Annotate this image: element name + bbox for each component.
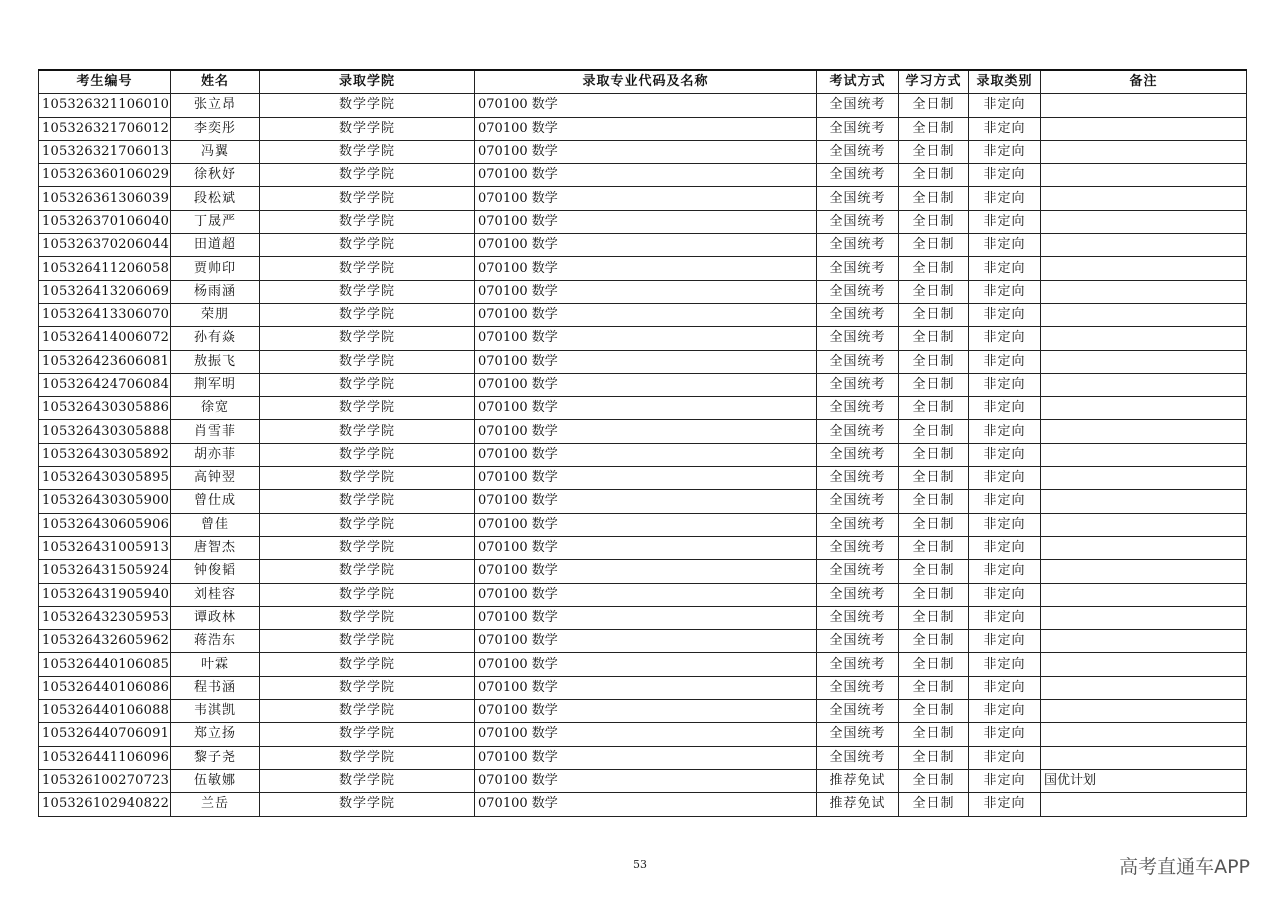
header-remarks: 备注 [1041,70,1247,94]
remarks-cell [1041,420,1247,443]
name-cell: 张立昂 [171,94,260,117]
table-row [39,327,1247,350]
candidate-id-cell: 105326100270723 [39,769,171,792]
header-exam-method: 考试方式 [817,70,899,94]
exam-method-cell: 推荐免试 [817,769,899,792]
table-row [39,187,1247,210]
watermark-logo-text: 高考直通车APP [1119,856,1250,878]
page-number: 53 [633,858,647,871]
major-cell: 070100 数学 [475,793,817,816]
major-cell: 070100 数学 [475,164,817,187]
admission-category-cell: 非定向 [969,676,1041,699]
major-cell: 070100 数学 [475,187,817,210]
study-mode-cell: 全日制 [899,350,969,373]
candidate-id-cell: 105326424706084 [39,373,171,396]
admission-category-cell: 非定向 [969,397,1041,420]
remarks-cell [1041,187,1247,210]
table-row [39,210,1247,233]
table-row [39,467,1247,490]
study-mode-cell: 全日制 [899,327,969,350]
college-cell: 数学学院 [260,606,475,629]
study-mode-cell: 全日制 [899,443,969,466]
name-cell: 兰岳 [171,793,260,816]
admission-category-cell: 非定向 [969,630,1041,653]
study-mode-cell: 全日制 [899,373,969,396]
admission-category-cell: 非定向 [969,327,1041,350]
remarks-cell [1041,210,1247,233]
admission-category-cell: 非定向 [969,560,1041,583]
exam-method-cell: 全国统考 [817,327,899,350]
remarks-cell [1041,373,1247,396]
header-admission-category: 录取类别 [969,70,1041,94]
name-cell: 伍敏娜 [171,769,260,792]
table-row [39,94,1247,117]
name-cell: 刘桂容 [171,583,260,606]
remarks-cell [1041,560,1247,583]
name-cell: 杨雨涵 [171,280,260,303]
major-cell: 070100 数学 [475,280,817,303]
remarks-cell [1041,164,1247,187]
name-cell: 唐智杰 [171,536,260,559]
exam-method-cell: 全国统考 [817,536,899,559]
exam-method-cell: 全国统考 [817,257,899,280]
candidate-id-cell: 105326440706091 [39,723,171,746]
major-cell: 070100 数学 [475,210,817,233]
admission-category-cell: 非定向 [969,234,1041,257]
remarks-cell: 国优计划 [1041,769,1247,792]
name-cell: 胡亦菲 [171,443,260,466]
college-cell: 数学学院 [260,164,475,187]
major-cell: 070100 数学 [475,676,817,699]
major-cell: 070100 数学 [475,723,817,746]
header-candidate-id: 考生编号 [39,70,171,94]
admission-category-cell: 非定向 [969,769,1041,792]
major-cell: 070100 数学 [475,560,817,583]
admission-category-cell: 非定向 [969,653,1041,676]
candidate-id-cell: 105326430305888 [39,420,171,443]
study-mode-cell: 全日制 [899,793,969,816]
study-mode-cell: 全日制 [899,676,969,699]
major-cell: 070100 数学 [475,769,817,792]
admission-category-cell: 非定向 [969,140,1041,163]
table-row [39,723,1247,746]
name-cell: 段松斌 [171,187,260,210]
exam-method-cell: 全国统考 [817,490,899,513]
study-mode-cell: 全日制 [899,420,969,443]
candidate-id-cell: 105326440106088 [39,700,171,723]
remarks-cell [1041,140,1247,163]
college-cell: 数学学院 [260,350,475,373]
candidate-id-cell: 105326430305892 [39,443,171,466]
remarks-cell [1041,490,1247,513]
remarks-cell [1041,513,1247,536]
admission-category-cell: 非定向 [969,280,1041,303]
remarks-cell [1041,327,1247,350]
remarks-cell [1041,793,1247,816]
admission-category-cell: 非定向 [969,746,1041,769]
admission-category-cell: 非定向 [969,164,1041,187]
admission-category-cell: 非定向 [969,350,1041,373]
remarks-cell [1041,746,1247,769]
name-cell: 荣朋 [171,303,260,326]
major-cell: 070100 数学 [475,606,817,629]
college-cell: 数学学院 [260,583,475,606]
table-body [39,94,1247,816]
candidate-id-cell: 105326370106040 [39,210,171,233]
header-major: 录取专业代码及名称 [475,70,817,94]
remarks-cell [1041,350,1247,373]
study-mode-cell: 全日制 [899,140,969,163]
table-row [39,280,1247,303]
table-row [39,373,1247,396]
college-cell: 数学学院 [260,280,475,303]
candidate-id-cell: 105326431905940 [39,583,171,606]
study-mode-cell: 全日制 [899,700,969,723]
table-row [39,560,1247,583]
study-mode-cell: 全日制 [899,303,969,326]
table-header-row [39,70,1247,94]
admission-category-cell: 非定向 [969,536,1041,559]
name-cell: 程书涵 [171,676,260,699]
study-mode-cell: 全日制 [899,280,969,303]
name-cell: 谭政林 [171,606,260,629]
exam-method-cell: 全国统考 [817,560,899,583]
college-cell: 数学学院 [260,536,475,559]
table-row [39,234,1247,257]
name-cell: 肖雪菲 [171,420,260,443]
college-cell: 数学学院 [260,560,475,583]
table-row [39,606,1247,629]
exam-method-cell: 全国统考 [817,117,899,140]
admission-table [38,69,1247,817]
table-row [39,536,1247,559]
exam-method-cell: 全国统考 [817,140,899,163]
exam-method-cell: 全国统考 [817,187,899,210]
remarks-cell [1041,280,1247,303]
major-cell: 070100 数学 [475,467,817,490]
header-study-mode: 学习方式 [899,70,969,94]
remarks-cell [1041,397,1247,420]
exam-method-cell: 全国统考 [817,373,899,396]
college-cell: 数学学院 [260,420,475,443]
major-cell: 070100 数学 [475,700,817,723]
study-mode-cell: 全日制 [899,257,969,280]
table-row [39,513,1247,536]
candidate-id-cell: 105326430605906 [39,513,171,536]
college-cell: 数学学院 [260,513,475,536]
college-cell: 数学学院 [260,303,475,326]
college-cell: 数学学院 [260,700,475,723]
candidate-id-cell: 105326432305953 [39,606,171,629]
name-cell: 田道超 [171,234,260,257]
exam-method-cell: 全国统考 [817,606,899,629]
study-mode-cell: 全日制 [899,630,969,653]
table-row [39,164,1247,187]
college-cell: 数学学院 [260,467,475,490]
major-cell: 070100 数学 [475,490,817,513]
college-cell: 数学学院 [260,327,475,350]
admission-category-cell: 非定向 [969,793,1041,816]
candidate-id-cell: 105326430305900 [39,490,171,513]
table-row [39,257,1247,280]
exam-method-cell: 全国统考 [817,467,899,490]
remarks-cell [1041,700,1247,723]
admission-category-cell: 非定向 [969,117,1041,140]
college-cell: 数学学院 [260,793,475,816]
table-row [39,350,1247,373]
remarks-cell [1041,117,1247,140]
study-mode-cell: 全日制 [899,164,969,187]
candidate-id-cell: 105326370206044 [39,234,171,257]
name-cell: 冯翼 [171,140,260,163]
college-cell: 数学学院 [260,769,475,792]
college-cell: 数学学院 [260,187,475,210]
college-cell: 数学学院 [260,257,475,280]
table-row [39,303,1247,326]
exam-method-cell: 全国统考 [817,723,899,746]
major-cell: 070100 数学 [475,630,817,653]
college-cell: 数学学院 [260,234,475,257]
major-cell: 070100 数学 [475,443,817,466]
college-cell: 数学学院 [260,630,475,653]
table-row [39,117,1247,140]
major-cell: 070100 数学 [475,746,817,769]
major-cell: 070100 数学 [475,140,817,163]
major-cell: 070100 数学 [475,327,817,350]
study-mode-cell: 全日制 [899,769,969,792]
name-cell: 敖振飞 [171,350,260,373]
remarks-cell [1041,606,1247,629]
name-cell: 钟俊韬 [171,560,260,583]
candidate-id-cell: 105326361306039 [39,187,171,210]
college-cell: 数学学院 [260,140,475,163]
candidate-id-cell: 105326432605962 [39,630,171,653]
name-cell: 叶霖 [171,653,260,676]
candidate-id-cell: 105326413206069 [39,280,171,303]
remarks-cell [1041,303,1247,326]
exam-method-cell: 全国统考 [817,513,899,536]
admission-category-cell: 非定向 [969,490,1041,513]
admission-category-cell: 非定向 [969,210,1041,233]
candidate-id-cell: 105326440106085 [39,653,171,676]
exam-method-cell: 全国统考 [817,583,899,606]
college-cell: 数学学院 [260,490,475,513]
admission-category-cell: 非定向 [969,187,1041,210]
table-row [39,140,1247,163]
college-cell: 数学学院 [260,117,475,140]
study-mode-cell: 全日制 [899,187,969,210]
name-cell: 郑立扬 [171,723,260,746]
major-cell: 070100 数学 [475,350,817,373]
study-mode-cell: 全日制 [899,746,969,769]
major-cell: 070100 数学 [475,420,817,443]
admission-category-cell: 非定向 [969,606,1041,629]
exam-method-cell: 全国统考 [817,746,899,769]
exam-method-cell: 推荐免试 [817,793,899,816]
candidate-id-cell: 105326360106029 [39,164,171,187]
header-college: 录取学院 [260,70,475,94]
remarks-cell [1041,723,1247,746]
exam-method-cell: 全国统考 [817,164,899,187]
study-mode-cell: 全日制 [899,94,969,117]
remarks-cell [1041,257,1247,280]
table-row [39,676,1247,699]
exam-method-cell: 全国统考 [817,676,899,699]
college-cell: 数学学院 [260,210,475,233]
name-cell: 荆军明 [171,373,260,396]
candidate-id-cell: 105326431505924 [39,560,171,583]
table-row [39,420,1247,443]
table-row [39,630,1247,653]
table-row [39,397,1247,420]
exam-method-cell: 全国统考 [817,280,899,303]
study-mode-cell: 全日制 [899,397,969,420]
remarks-cell [1041,443,1247,466]
exam-method-cell: 全国统考 [817,303,899,326]
study-mode-cell: 全日制 [899,583,969,606]
admission-category-cell: 非定向 [969,257,1041,280]
admission-category-cell: 非定向 [969,373,1041,396]
table-row [39,653,1247,676]
remarks-cell [1041,94,1247,117]
candidate-id-cell: 105326430305895 [39,467,171,490]
table-row [39,443,1247,466]
table-row [39,746,1247,769]
exam-method-cell: 全国统考 [817,700,899,723]
major-cell: 070100 数学 [475,117,817,140]
admission-category-cell: 非定向 [969,303,1041,326]
name-cell: 黎子尧 [171,746,260,769]
exam-method-cell: 全国统考 [817,210,899,233]
remarks-cell [1041,653,1247,676]
college-cell: 数学学院 [260,373,475,396]
table-row [39,769,1247,792]
major-cell: 070100 数学 [475,397,817,420]
admission-category-cell: 非定向 [969,583,1041,606]
study-mode-cell: 全日制 [899,210,969,233]
candidate-id-cell: 105326440106086 [39,676,171,699]
admission-category-cell: 非定向 [969,723,1041,746]
college-cell: 数学学院 [260,723,475,746]
exam-method-cell: 全国统考 [817,653,899,676]
candidate-id-cell: 105326431005913 [39,536,171,559]
name-cell: 徐宽 [171,397,260,420]
exam-method-cell: 全国统考 [817,350,899,373]
study-mode-cell: 全日制 [899,560,969,583]
name-cell: 贾帅印 [171,257,260,280]
remarks-cell [1041,630,1247,653]
candidate-id-cell: 105326321706012 [39,117,171,140]
college-cell: 数学学院 [260,746,475,769]
table-row [39,490,1247,513]
college-cell: 数学学院 [260,653,475,676]
study-mode-cell: 全日制 [899,513,969,536]
remarks-cell [1041,536,1247,559]
candidate-id-cell: 105326102940822 [39,793,171,816]
exam-method-cell: 全国统考 [817,234,899,257]
admission-category-cell: 非定向 [969,700,1041,723]
remarks-cell [1041,676,1247,699]
college-cell: 数学学院 [260,443,475,466]
study-mode-cell: 全日制 [899,234,969,257]
study-mode-cell: 全日制 [899,536,969,559]
study-mode-cell: 全日制 [899,606,969,629]
name-cell: 李奕彤 [171,117,260,140]
candidate-id-cell: 105326430305886 [39,397,171,420]
exam-method-cell: 全国统考 [817,94,899,117]
name-cell: 徐秋妤 [171,164,260,187]
remarks-cell [1041,234,1247,257]
candidate-id-cell: 105326321106010 [39,94,171,117]
table-row [39,793,1247,816]
candidate-id-cell: 105326321706013 [39,140,171,163]
name-cell: 丁晟严 [171,210,260,233]
exam-method-cell: 全国统考 [817,397,899,420]
exam-method-cell: 全国统考 [817,443,899,466]
table-row [39,700,1247,723]
admission-category-cell: 非定向 [969,94,1041,117]
major-cell: 070100 数学 [475,653,817,676]
candidate-id-cell: 105326411206058 [39,257,171,280]
study-mode-cell: 全日制 [899,490,969,513]
major-cell: 070100 数学 [475,303,817,326]
name-cell: 曾仕成 [171,490,260,513]
college-cell: 数学学院 [260,397,475,420]
study-mode-cell: 全日制 [899,117,969,140]
exam-method-cell: 全国统考 [817,630,899,653]
header-name: 姓名 [171,70,260,94]
major-cell: 070100 数学 [475,234,817,257]
study-mode-cell: 全日制 [899,653,969,676]
major-cell: 070100 数学 [475,513,817,536]
college-cell: 数学学院 [260,94,475,117]
major-cell: 070100 数学 [475,94,817,117]
study-mode-cell: 全日制 [899,467,969,490]
table-row [39,583,1247,606]
name-cell: 韦淇凯 [171,700,260,723]
admission-category-cell: 非定向 [969,467,1041,490]
major-cell: 070100 数学 [475,583,817,606]
remarks-cell [1041,467,1247,490]
study-mode-cell: 全日制 [899,723,969,746]
major-cell: 070100 数学 [475,257,817,280]
candidate-id-cell: 105326423606081 [39,350,171,373]
admission-category-cell: 非定向 [969,420,1041,443]
admission-category-cell: 非定向 [969,513,1041,536]
remarks-cell [1041,583,1247,606]
college-cell: 数学学院 [260,676,475,699]
admission-category-cell: 非定向 [969,443,1041,466]
exam-method-cell: 全国统考 [817,420,899,443]
name-cell: 高钟翌 [171,467,260,490]
name-cell: 孙有焱 [171,327,260,350]
candidate-id-cell: 105326413306070 [39,303,171,326]
major-cell: 070100 数学 [475,536,817,559]
name-cell: 曾佳 [171,513,260,536]
candidate-id-cell: 105326414006072 [39,327,171,350]
name-cell: 蒋浩东 [171,630,260,653]
candidate-id-cell: 105326441106096 [39,746,171,769]
major-cell: 070100 数学 [475,373,817,396]
